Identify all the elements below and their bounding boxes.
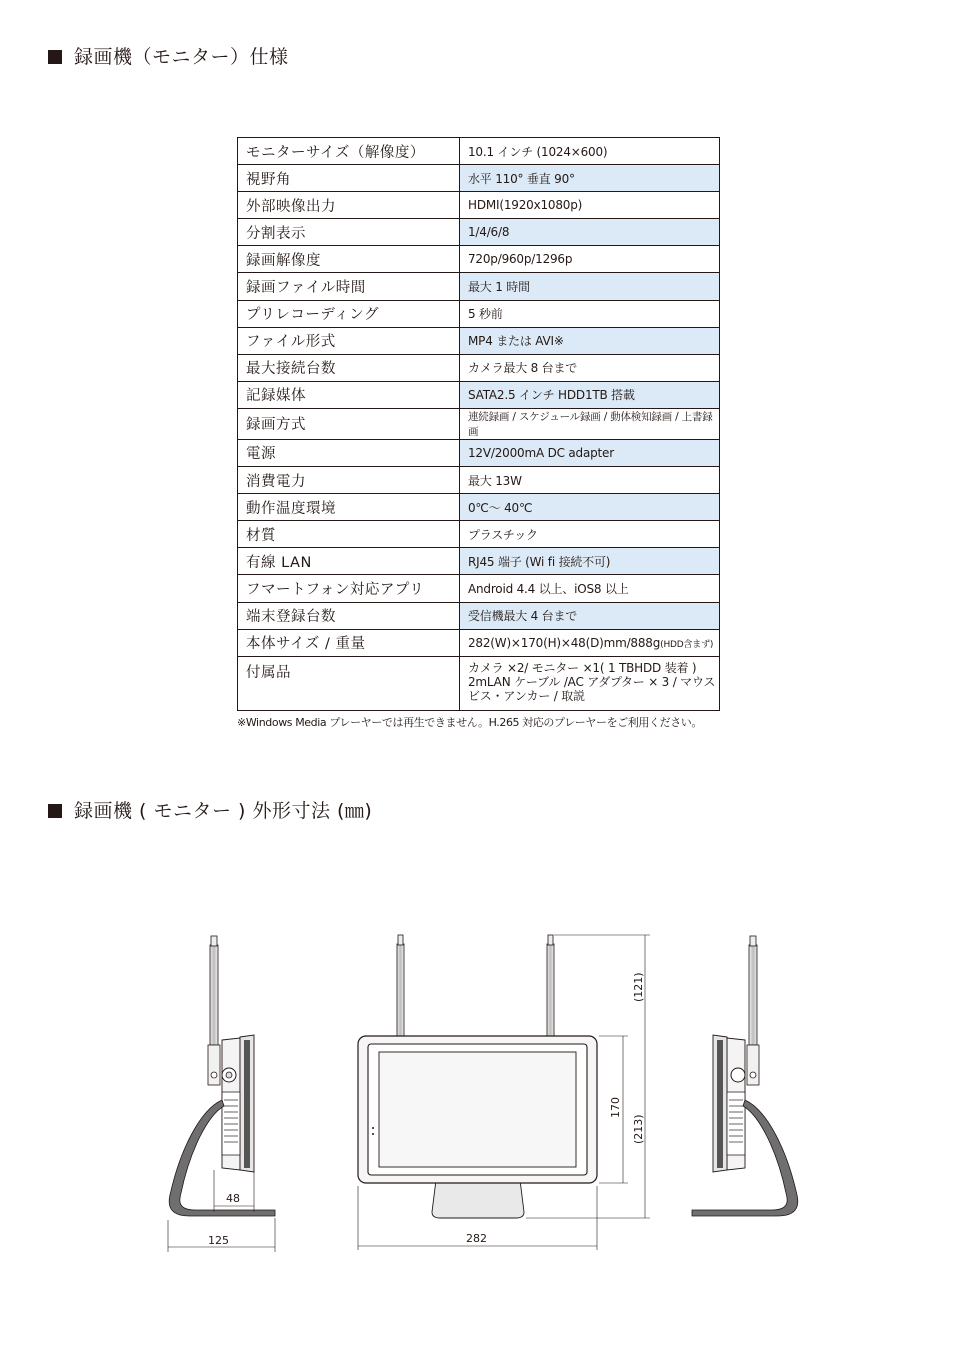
spec-value: 水平 110° 垂直 90° [460, 165, 720, 192]
spec-label: 消費電力 [238, 467, 460, 494]
spec-label: 録画ファイル時間 [238, 273, 460, 300]
spec-value: 282(W)×170(H)×48(D)mm/888g(HDD含まず) [460, 629, 720, 656]
dim-side-base: 125 [208, 1234, 229, 1247]
stand [432, 1180, 524, 1218]
spec-label: 電源 [238, 439, 460, 466]
spec-label: 視野角 [238, 165, 460, 192]
spec-label: モニターサイズ（解像度） [238, 138, 460, 165]
spec-label: 最大接続台数 [238, 354, 460, 381]
spec-label: 分割表示 [238, 219, 460, 246]
spec-label: 付属品 [238, 656, 460, 710]
dim-antenna-height: (121) [632, 972, 645, 1002]
accessory-line: カメラ ×2/ モニター ×1( 1 TBHDD 装着 ) [468, 660, 697, 675]
accessory-line: 2mLAN ケーブル /AC アダプター × 3 / マウス [468, 674, 716, 689]
spec-label: 録画方式 [238, 408, 460, 439]
spec-label: プリレコーディング [238, 300, 460, 327]
spec-value: RJ45 端子 (Wi fi 接続不可) [460, 548, 720, 575]
dimension-section-title: 録画機 ( モニター ) 外形寸法 (㎜) [48, 796, 372, 823]
dim-side-depth: 48 [226, 1192, 240, 1205]
spec-value: 12V/2000mA DC adapter [460, 439, 720, 466]
spec-label: 録画解像度 [238, 246, 460, 273]
spec-label: 有線 LAN [238, 548, 460, 575]
spec-section-title: 録画機（モニター）仕様 [48, 42, 289, 69]
spec-value-note: (HDD含まず) [660, 639, 714, 650]
antenna [749, 945, 757, 1045]
spec-label: 記録媒体 [238, 381, 460, 408]
spec-label: フマートフォン対応アプリ [238, 575, 460, 602]
side-view-left [168, 936, 275, 1252]
antenna [397, 944, 404, 1036]
spec-label: 外部映像出力 [238, 192, 460, 219]
spec-value: SATA2.5 インチ HDD1TB 搭載 [460, 381, 720, 408]
spec-value: 1/4/6/8 [460, 219, 720, 246]
spec-value: HDMI(1920x1080p) [460, 192, 720, 219]
spec-value: 10.1 インチ (1024×600) [460, 138, 720, 165]
spec-value: カメラ最大 8 台まで [460, 354, 720, 381]
spec-value: Android 4.4 以上、iOS8 以上 [460, 575, 720, 602]
spec-value: 720p/960p/1296p [460, 246, 720, 273]
spec-label: 端末登録台数 [238, 602, 460, 629]
spec-value: 5 秒前 [460, 300, 720, 327]
spec-label: 動作温度環境 [238, 494, 460, 521]
spec-value: プラスチック [460, 521, 720, 548]
playback-note: ※Windows Media プレーヤーでは再生できません。H.265 対応のプレーヤーをご利用ください。 [237, 716, 702, 729]
dim-body-height: 170 [609, 1097, 622, 1118]
spec-value: 最大 13W [460, 467, 720, 494]
dim-front-width: 282 [466, 1232, 487, 1245]
spec-label: 本体サイズ / 重量 [238, 629, 460, 656]
accessory-line: ビス・アンカー / 取説 [468, 688, 585, 703]
front-view [358, 935, 650, 1250]
side-view-right [692, 936, 798, 1216]
spec-value: 受信機最大 4 台まで [460, 602, 720, 629]
antenna [210, 945, 218, 1045]
spec-value: MP4 または AVI※ [460, 327, 720, 354]
antenna [547, 944, 554, 1036]
spec-value: 連続録画 / スケジュール録画 / 動体検知録画 / 上書録画 [460, 408, 720, 439]
spec-label: ファイル形式 [238, 327, 460, 354]
spec-value: 最大 1 時間 [460, 273, 720, 300]
spec-value: 0℃～ 40℃ [460, 494, 720, 521]
dim-total-height: (213) [632, 1114, 645, 1144]
spec-label: 材質 [238, 521, 460, 548]
